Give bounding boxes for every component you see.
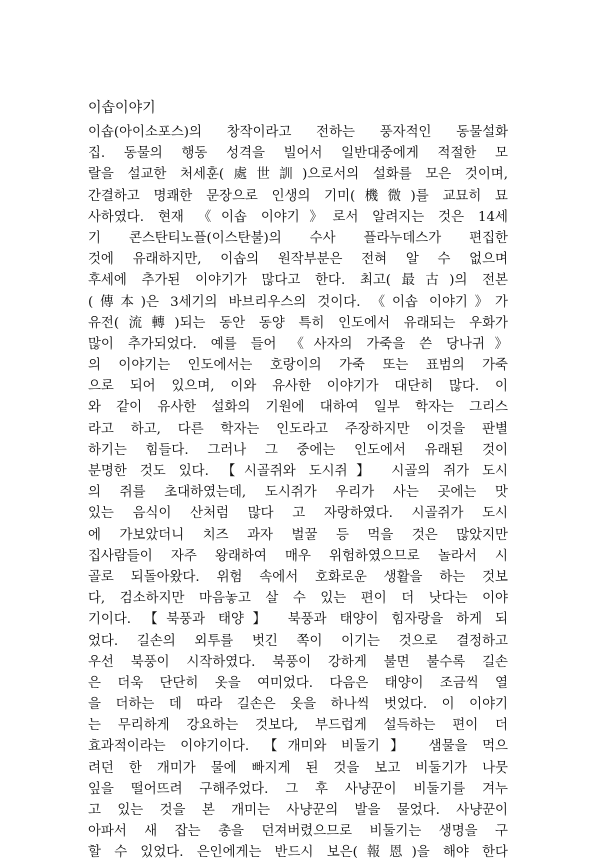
body-text-line: 었다. 길손의 외투를 벗긴 쪽이 이기는 것으로 결정하고 xyxy=(88,633,508,649)
body-text-line: 는 무리하게 강요하는 것보다, 부드럽게 설득하는 편이 더 xyxy=(88,718,508,734)
body-text-line: 간결하고 명쾌한 문장으로 인생의 기미(機微)를 교묘히 묘 xyxy=(88,188,508,204)
body-text-line: 려던 한 개미가 물에 빠지게 된 것을 보고 비둘기가 나뭇 xyxy=(88,760,508,776)
body-text-line: 있는 음식이 산처럼 많다 고 자랑하였다. 시골쥐가 도시 xyxy=(88,506,508,522)
body-text-line: 에 가보았더니 치즈 과자 벌꿀 등 먹을 것은 많았지만 xyxy=(88,527,508,543)
body-text-line: 라고 하고, 다른 학자는 인도라고 주장하지만 이것을 판별 xyxy=(88,421,508,437)
body-text-line: 골로 되돌아왔다. 위험 속에서 호화로운 생활을 하는 것보 xyxy=(88,569,508,585)
body-text-line: 랄을 설교한 처세훈(處世訓)으로서의 설화를 모은 것이며, xyxy=(88,167,508,183)
body-text-line: 집. 동물의 행동 성격을 빌어서 일반대중에게 적절한 모 xyxy=(88,146,508,162)
document-body xyxy=(88,122,508,864)
body-text-line: 사하였다. 현재 《이솝 이야기》로서 알려지는 것은 14세 xyxy=(88,209,508,225)
body-text-line: 유전(流轉)되는 동안 동양 특히 인도에서 유래되는 우화가 xyxy=(88,315,508,331)
body-text-line: 기 콘스탄티노플(이스탄불)의 수사 플라누데스가 편집한 xyxy=(88,230,508,246)
body-text-line: 으로 되어 있으며, 이와 유사한 이야기가 대단히 많다. 이 xyxy=(88,379,508,395)
body-text-line: 할 수 있었다. 은인에게는 반드시 보은(報恩)을 해야 한다 xyxy=(88,845,508,861)
body-text-line: 효과적이라는 이야기이다. 【개미와 비둘기】 샘물을 먹으 xyxy=(88,739,508,755)
body-text-line: 잎을 떨어뜨려 구해주었다. 그 후 사냥꾼이 비둘기를 겨누 xyxy=(88,781,508,797)
body-text-line: 의 쥐를 초대하였는데, 도시쥐가 우리가 사는 곳에는 맛 xyxy=(88,485,508,501)
body-text-line: 다, 검소하지만 마음놓고 살 수 있는 편이 더 낫다는 이야 xyxy=(88,591,508,607)
document-title: 이솝이야기 xyxy=(88,100,156,116)
body-text-line: 을 더하는 데 따라 길손은 옷을 하나씩 벗었다. 이 이야기 xyxy=(88,697,508,713)
body-text-line: 아파서 새 잡는 총을 던져버렸으므로 비둘기는 생명을 구 xyxy=(88,824,508,840)
body-text-line: 분명한 것도 있다. 【시골쥐와 도시쥐】 시골의 쥐가 도시 xyxy=(88,464,508,479)
body-text-line: (傳本)은 3세기의 바브리우스의 것이다. 《이솝 이야기》가 xyxy=(88,294,508,310)
body-text-line: 것에 유래하지만, 이솝의 원작부분은 전혀 알 수 없으며 xyxy=(88,252,508,268)
body-text-line: 기이다. 【북풍과 태양】 북풍과 태양이 힘자랑을 하게 되 xyxy=(88,612,508,628)
body-text-line: 와 같이 유사한 설화의 기원에 대하여 일부 학자는 그리스 xyxy=(88,400,508,416)
body-text-line: 의 이야기는 인도에서는 호랑이의 가죽 또는 표범의 가죽 xyxy=(88,358,508,374)
body-text-line: 후세에 추가된 이야기가 많다고 한다. 최고(最古)의 전본 xyxy=(88,273,508,289)
body-text-line: 많이 추가되었다. 예를 들어 《사자의 가죽을 쓴 당나귀》 xyxy=(88,336,508,352)
body-text-line: 고 있는 것을 본 개미는 사냥꾼의 발을 물었다. 사냥꾼이 xyxy=(88,803,508,818)
body-text-line: 이솝(아이소포스)의 창작이라고 전하는 풍자적인 동물설화 xyxy=(88,125,508,140)
body-text-line: 하기는 힘들다. 그러나 그 중에는 인도에서 유래된 것이 xyxy=(88,442,508,458)
body-text-line: 우선 북풍이 시작하였다. 북풍이 강하게 불면 불수록 길손 xyxy=(88,654,508,670)
body-text-line: 은 더욱 단단히 옷을 여미었다. 다음은 태양이 조금씩 열 xyxy=(88,675,508,691)
body-text-line: 집사람들이 자주 왕래하여 매우 위험하였으므로 놀라서 시 xyxy=(88,548,508,564)
